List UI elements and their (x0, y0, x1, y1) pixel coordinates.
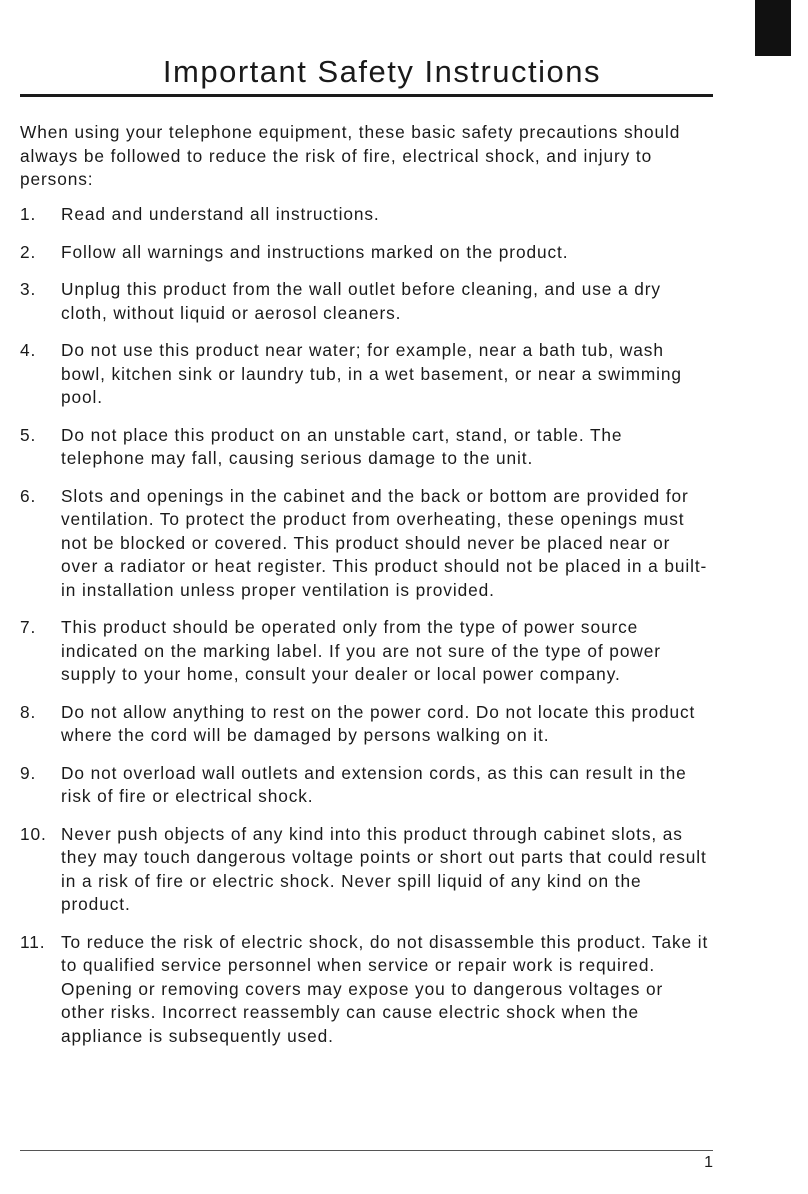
safety-instructions-list (20, 203, 710, 1062)
list-item (20, 823, 710, 917)
list-item-number: 9. (20, 762, 37, 783)
list-item (20, 931, 710, 1049)
page-title: Important Safety Instructions (162, 54, 601, 89)
list-item-text: Do not allow anything to rest on the power cord. Do not locate this product where the cord will be damaged by persons walking on it. (61, 701, 696, 745)
section-tab-marker (755, 0, 791, 56)
list-item (20, 485, 710, 603)
list-item-text: Read and understand all instructions. (61, 204, 380, 224)
list-item-number: 2. (20, 241, 37, 262)
page-number: 1 (704, 1154, 713, 1171)
list-item-number: 7. (20, 617, 37, 637)
list-item-text: Do not overload wall outlets and extension cords, as this can result in the risk of fire or electrical shock. (61, 762, 687, 806)
list-item-number: 6. (20, 485, 37, 506)
list-item (20, 203, 710, 227)
list-item (20, 278, 710, 325)
list-item-text: Do not use this product near water; for example, near a bath tub, wash bowl, kitchen sink or laundry tub, in a wet basement, or near a swimming pool. (61, 340, 682, 407)
list-item-number: 1. (20, 204, 37, 224)
list-item-number: 10. (20, 823, 47, 844)
intro-paragraph: When using your telephone equipment, these basic safety precautions should always be followed to reduce the risk of fire, electrical shock, and injury to persons: (20, 122, 681, 189)
list-item (20, 241, 710, 265)
list-item-text: Do not place this product on an unstable cart, stand, or table. The telephone may fall, causing serious damage to the unit. (61, 424, 623, 468)
list-item (20, 424, 710, 471)
list-item-text: Follow all warnings and instructions marked on the product. (61, 241, 569, 262)
list-item-text: To reduce the risk of electric shock, do not disassemble this product. Take it to qualified service personnel when service or repair work is required. Opening or removing covers may expose you to dangerous voltages or other risks. Incorrect reassembly can cause electric shock when the appliance is subsequently used. (61, 931, 709, 1046)
list-item-text: This product should be operated only from the type of power source indicated on the marking label. If you are not sure of the type of power supply to your home, consult your dealer or local power company. (61, 617, 661, 684)
list-item-text: Unplug this product from the wall outlet before cleaning, and use a dry cloth, without liquid or aerosol cleaners. (61, 279, 661, 323)
title-divider (20, 94, 713, 97)
list-item-number: 8. (20, 701, 37, 722)
list-item-number: 4. (20, 340, 37, 360)
list-item-number: 5. (20, 424, 37, 445)
list-item (20, 762, 710, 809)
list-item-number: 11. (20, 931, 46, 952)
list-item (20, 616, 710, 687)
list-item-number: 3. (20, 279, 37, 299)
list-item (20, 339, 710, 410)
footer-divider (20, 1150, 713, 1151)
list-item-text: Slots and openings in the cabinet and the back or bottom are provided for ventilation. To protect the product from overheating, these openings must not be blocked or covered. This product should never be placed near or over a radiator or heat register. This product should not be placed in a built-in installation unless proper ventilation is provided. (61, 485, 708, 600)
list-item-text: Never push objects of any kind into this product through cabinet slots, as they may touch dangerous voltage points or short out parts that could result in a risk of fire or electric shock. Never spill liquid of any kind on the product. (61, 823, 707, 914)
list-item (20, 701, 710, 748)
